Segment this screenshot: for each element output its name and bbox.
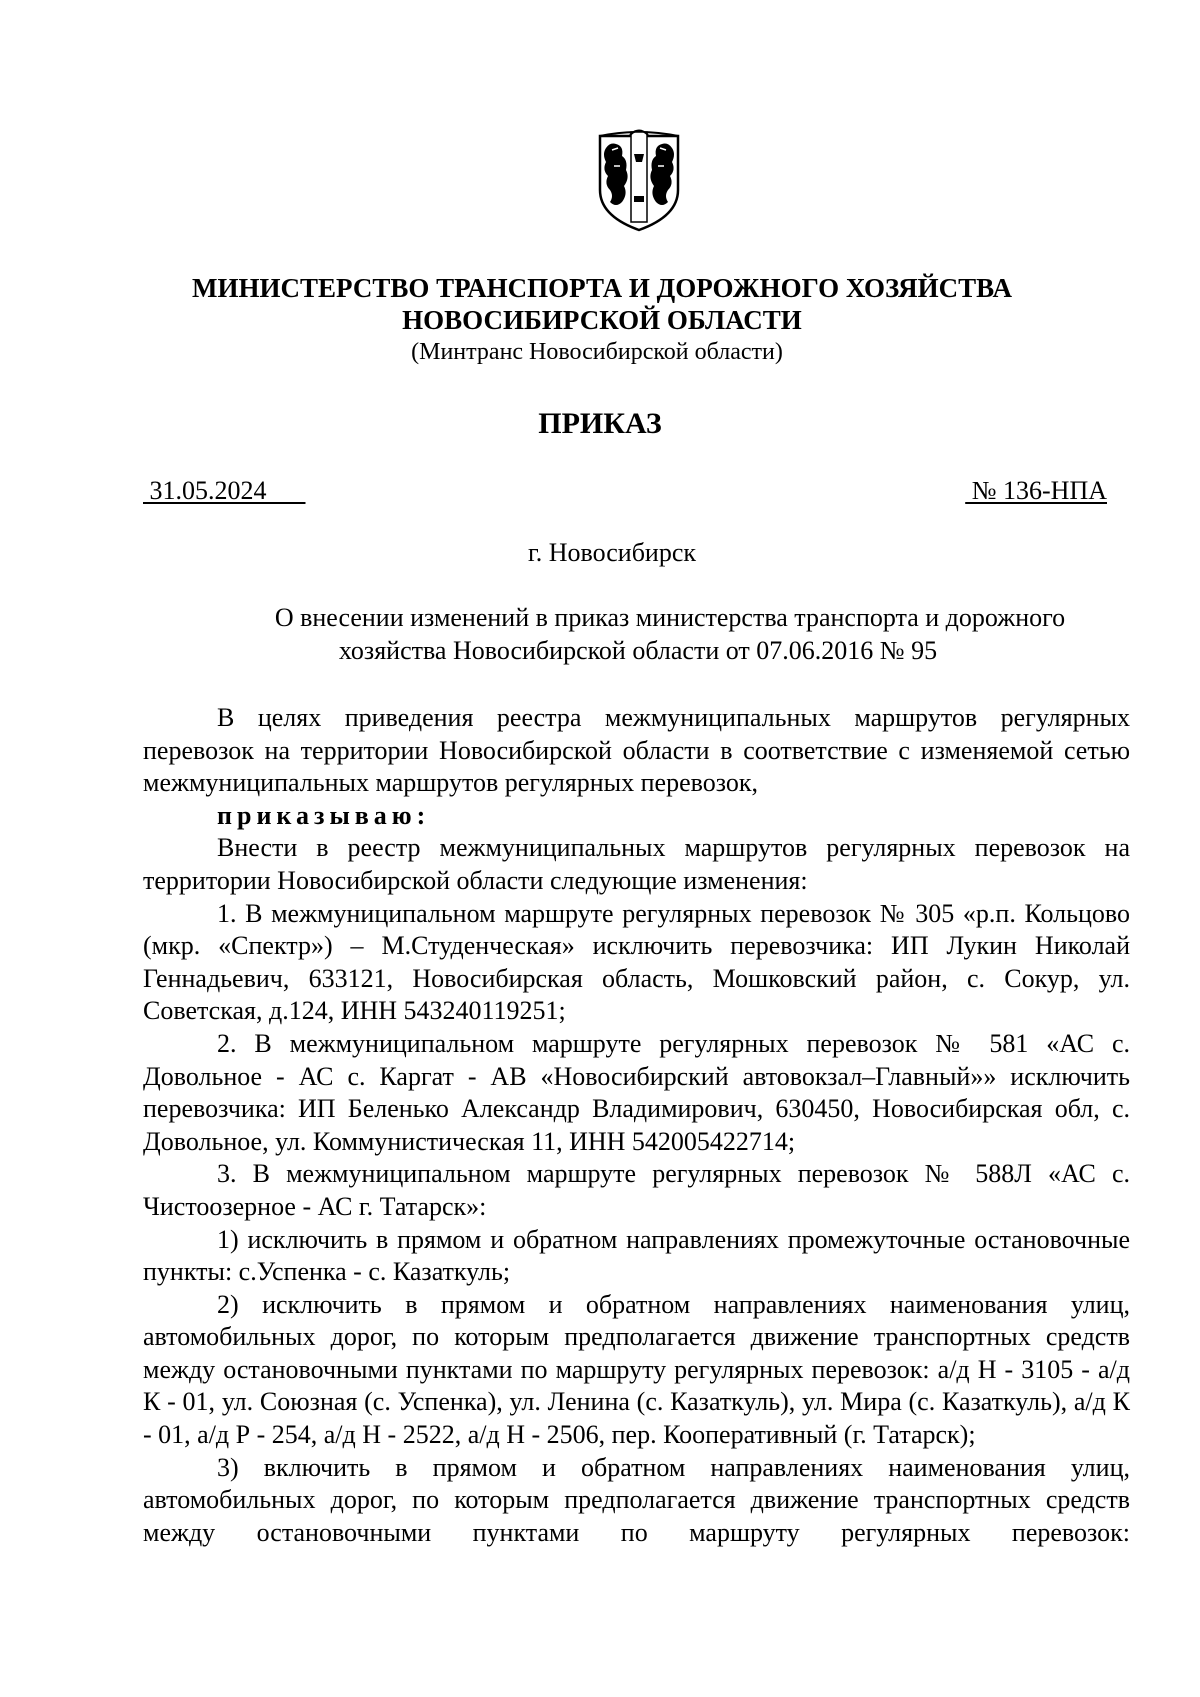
decree-paragraph xyxy=(143,800,1130,833)
document-date: 31.05.2024 xyxy=(143,476,306,505)
preamble-paragraph: В целях приведения реестра межмуниципальных маршрутов регулярных перевозок на территории Новосибирской области в соответствие с изменяемой сетью межмуниципальных маршрутов регулярных перевозок, xyxy=(143,703,1130,798)
subitem-3-paragraph: 3) включить в прямом и обратном направлениях наименования улиц, автомобильных дорог, по которым предполагается движение транспортных средств между остановочными пунктами по маршруту регулярных перевозок: xyxy=(143,1452,1130,1547)
ministry-abbreviation: (Минтранс Новосибирской области) xyxy=(411,339,783,365)
document-city: г. Новосибирск xyxy=(527,538,697,567)
item-2-paragraph: 2. В межмуниципальном маршруте регулярных перевозок № 581 «АС с. Довольное - АС с. Каргат - АВ «Новосибирский автовокзал–Главный»» исключить перевозчика: ИП Беленько Александр Владимирович, 630450, Новосибирская обл, с. Довольное, ул. Коммунистическая 11, ИНН 542005422714; xyxy=(143,1028,1130,1156)
item-1-paragraph: 1. В межмуниципальном маршруте регулярных перевозок № 305 «р.п. Кольцово (мкр. «Спектр») – М.Студенческая» исключить перевозчика: ИП Лукин Николай Геннадьевич, 633121, Новосибирская область, Мошковский район, с. Сокур, ул. Советская, д.124, ИНН 543240119251; xyxy=(143,898,1130,1026)
subitem-1-paragraph: 1) исключить в прямом и обратном направлениях промежуточные остановочные пункты: с.Успенка - с. Казаткуль; xyxy=(143,1224,1130,1287)
ministry-name-line1: МИНИСТЕРСТВО ТРАНСПОРТА И ДОРОЖНОГО ХОЗЯЙСТВА xyxy=(192,273,1012,303)
document-body xyxy=(143,702,1130,1549)
document-number: № 136-НПА xyxy=(965,476,1107,505)
document-title-line1: О внесении изменений в приказ министерства транспорта и дорожного xyxy=(274,603,1066,632)
item-3-paragraph: 3. В межмуниципальном маршруте регулярных перевозок № 588Л «АС с. Чистоозерное - АС г. Татарск»: xyxy=(143,1159,1130,1221)
decree-word: приказываю: xyxy=(217,800,431,830)
document-title-line2: хозяйства Новосибирской области от 07.06.2016 № 95 xyxy=(338,636,938,665)
coat-of-arms-emblem xyxy=(594,126,684,234)
ministry-name-line2: НОВОСИБИРСКОЙ ОБЛАСТИ xyxy=(402,305,802,335)
document-type-heading: ПРИКАЗ xyxy=(538,407,662,440)
intro-paragraph: Внести в реестр межмуниципальных маршрутов регулярных перевозок на территории Новосибирской области следующие изменения: xyxy=(143,833,1130,895)
subitem-2-paragraph: 2) исключить в прямом и обратном направлениях наименования улиц, автомобильных дорог, по которым предполагается движение транспортных средств между остановочными пунктами по маршруту регулярных перевозок: а/д Н - 3105 - а/д К - 01, ул. Союзная (с. Успенка), ул. Ленина (с. Казаткуль), ул. Мира (с. Казаткуль), а/д К - 01, а/д Р - 254, а/д Н - 2522, а/д Н - 2506, пер. Кооперативный (г. Татарск); xyxy=(143,1289,1130,1450)
